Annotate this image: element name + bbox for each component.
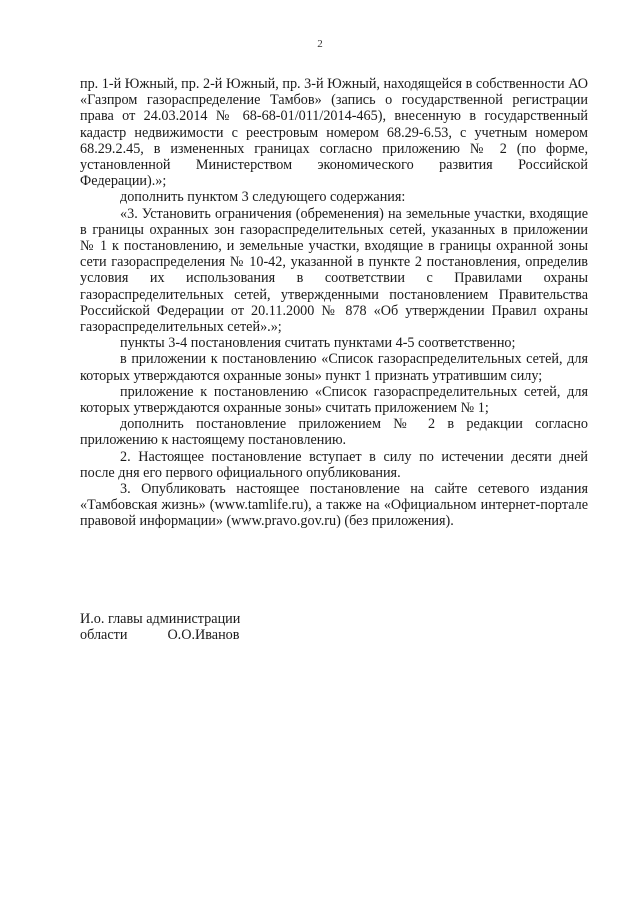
paragraph: пункты 3-4 постановления считать пунктами 4-5 соответственно; [120, 335, 516, 352]
signature-title-line1: И.о. главы администрации [80, 611, 241, 627]
signature-name: О.О.Иванов [167, 627, 240, 644]
document-body [80, 76, 588, 530]
paragraph: 3. Опубликовать настоящее постановление на сайте сетевого издания «Тамбовская жизнь» (www.tamlife.ru), а также на «Официальном интернет-портале правовой информации» (www.pravo.gov.ru) (без приложения). [80, 481, 588, 530]
signature-title-line2: области [80, 627, 128, 644]
paragraph: пр. 1-й Южный, пр. 2-й Южный, пр. 3-й Южный, находящейся в собственности АО «Газпром газораспределение Тамбов» (запись о государственной регистрации права от 24.03.2014 № 68-68-01/011/2014-465), внесенную в государственный кадастр недвижимости с реестровым номером 68.29-6.53, с учетным номером 68.29.2.45, в измененных границах согласно приложению № 2 (по форме, установленной Министерством экономического развития Российской Федерации).»; [80, 76, 588, 190]
paragraph: 2. Настоящее постановление вступает в силу по истечении десяти дней после дня его первого официального опубликования. [80, 448, 588, 481]
paragraph: дополнить пунктом 3 следующего содержания: [120, 189, 406, 206]
paragraph: приложение к постановлению «Список газораспределительных сетей, для которых утверждаются охранные зоны» считать приложением № 1; [80, 383, 588, 417]
page-number: 2 [317, 38, 323, 50]
paragraph: дополнить постановление приложением № 2 в редакции согласно приложению к настоящему постановлению. [80, 416, 588, 449]
paragraph: в приложении к постановлению «Список газораспределительных сетей, для которых утверждаются охранные зоны» пункт 1 признать утратившим силу; [80, 351, 588, 384]
paragraph: «3. Установить ограничения (обременения) на земельные участки, входящие в границы охранных зон газораспределительных сетей, указанных в приложении № 1 к постановлению, и земельные участки, входящие в границы охранной зоны сети газораспределения № 10-42, указанной в пункте 2 постановления, определив условия их использования в соответствии с Правилами охраны газораспределительных сетей, утвержденными постановлением Правительства Российской Федерации от 20.11.2000 № 878 «Об утверждении Правил охраны газораспределительных сетей».»; [80, 205, 588, 336]
signature-block [80, 611, 240, 643]
